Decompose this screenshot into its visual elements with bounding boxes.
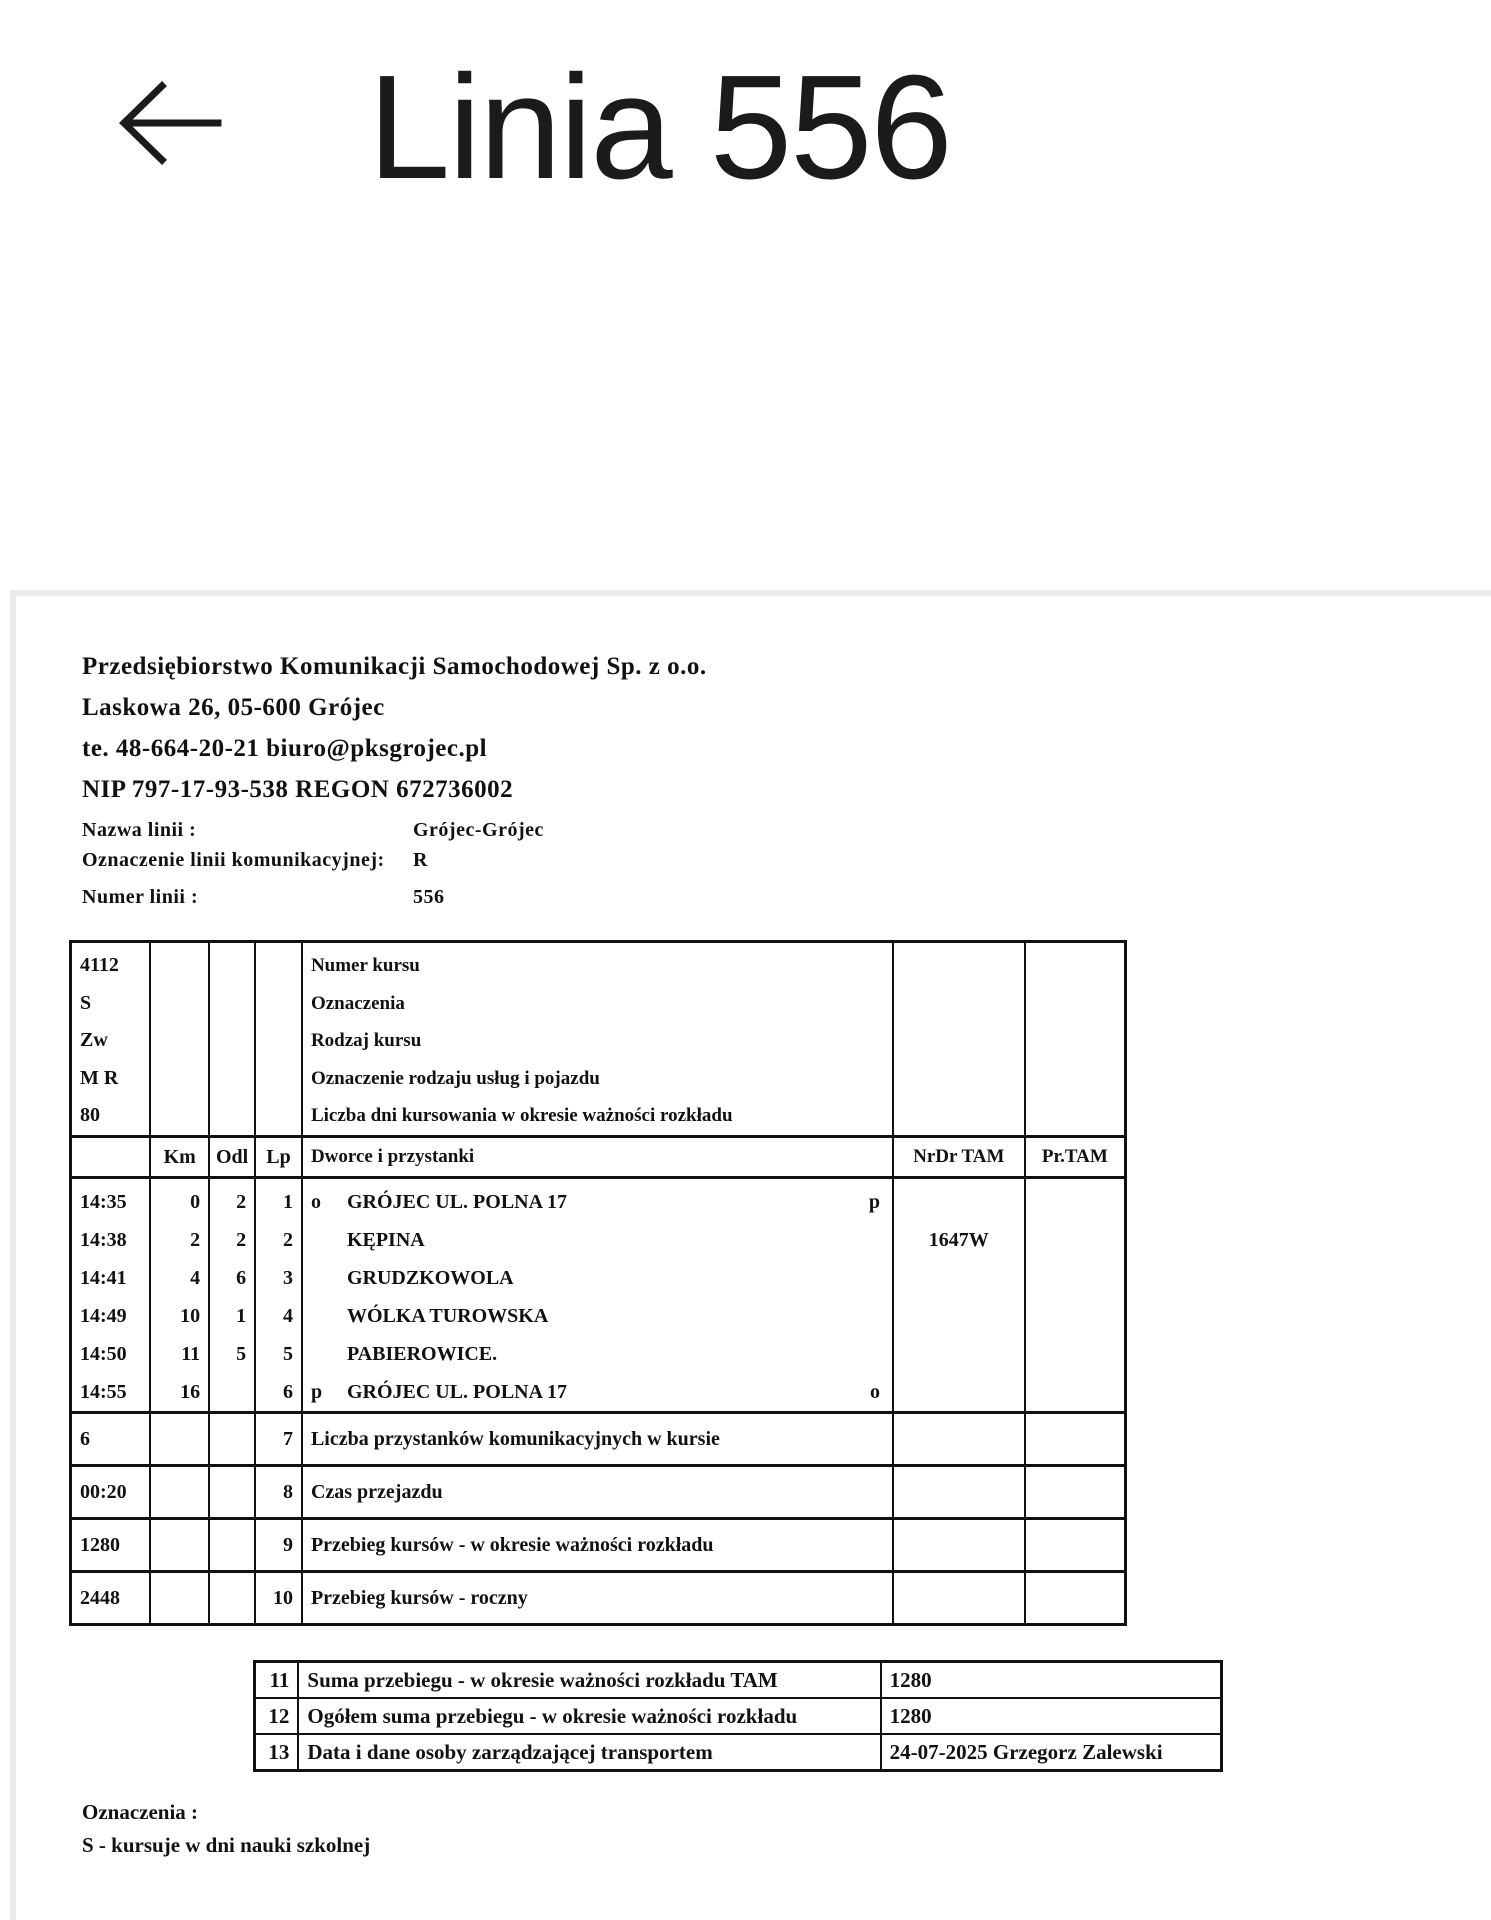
stop-odl: 2 — [236, 1228, 247, 1251]
stop-end-mark: o — [869, 1380, 880, 1403]
company-address: Laskowa 26, 05-600 Grójec — [82, 694, 385, 721]
stop-km: 4 — [190, 1266, 201, 1289]
stops-block — [71, 1177, 1126, 1412]
stop-name: GRÓJEC UL. POLNA 17 — [346, 1190, 567, 1213]
summary-row — [71, 1465, 1126, 1518]
totals-label: Ogółem suma przebiegu - w okresie ważności rozkładu — [298, 1698, 880, 1734]
info-label: Liczba dni kursowania w okresie ważności rozkładu — [310, 1105, 733, 1126]
summary-label: Liczba przystanków komunikacyjnych w kursie — [302, 1412, 893, 1465]
line-name-label: Nazwa linii : — [82, 819, 197, 841]
page-title: Linia 556 — [368, 45, 951, 210]
col-pr: Pr.TAM — [1025, 1136, 1126, 1177]
stop-lp: 3 — [282, 1266, 293, 1289]
line-code: R — [413, 849, 428, 871]
stop-row — [311, 1221, 884, 1259]
column-header-row — [71, 1136, 1126, 1177]
stop-lp: 4 — [282, 1304, 293, 1327]
stop-name: PABIEROWICE. — [346, 1342, 498, 1365]
stop-odl: 5 — [236, 1342, 247, 1365]
stop-time: 14:50 — [80, 1342, 127, 1365]
stop-km: 2 — [190, 1228, 201, 1251]
summary-row — [71, 1571, 1126, 1624]
stop-km: 0 — [190, 1190, 201, 1213]
service-marking: M R — [80, 1066, 119, 1089]
col-odl: Odl — [209, 1136, 255, 1177]
totals-value: 1280 — [881, 1662, 1222, 1699]
course-info-row — [71, 942, 1126, 1137]
totals-table — [253, 1660, 1223, 1772]
summary-lp: 8 — [255, 1465, 302, 1518]
summary-value: 6 — [71, 1412, 151, 1465]
stop-row — [311, 1297, 884, 1335]
stop-nrdr: 1647W — [893, 1177, 1025, 1412]
stop-time: 14:55 — [80, 1380, 127, 1403]
totals-label: Data i dane osoby zarządzającej transportem — [298, 1734, 880, 1771]
totals-lp: 13 — [255, 1734, 299, 1771]
stop-odl — [218, 1373, 246, 1411]
totals-value: 1280 — [881, 1698, 1222, 1734]
totals-row — [255, 1662, 1222, 1699]
summary-value: 2448 — [71, 1571, 151, 1624]
stop-mark: o — [310, 1190, 321, 1213]
summary-value: 1280 — [71, 1518, 151, 1571]
stop-km: 10 — [180, 1304, 201, 1327]
summary-lp: 7 — [255, 1412, 302, 1465]
stop-odl: 6 — [236, 1266, 247, 1289]
days-count: 80 — [80, 1104, 100, 1126]
stop-row — [311, 1183, 884, 1221]
line-number-label: Numer linii : — [82, 886, 199, 908]
stop-name: WÓLKA TUROWSKA — [346, 1304, 549, 1327]
stop-lp: 2 — [282, 1228, 293, 1251]
timetable — [69, 940, 1127, 1626]
stop-time: 14:49 — [80, 1304, 127, 1327]
stop-time: 14:38 — [80, 1228, 127, 1251]
stop-end-mark: p — [868, 1190, 880, 1213]
stop-name: KĘPINA — [346, 1228, 425, 1251]
app-bar — [0, 0, 1491, 298]
col-stops: Dworce i przystanki — [302, 1136, 893, 1177]
stop-row — [311, 1259, 884, 1297]
legend-item: S - kursuje w dni nauki szkolnej — [82, 1833, 371, 1857]
company-ids: NIP 797-17-93-538 REGON 672736002 — [82, 776, 514, 803]
legend-title: Oznaczenia : — [82, 1800, 199, 1824]
totals-label: Suma przebiegu - w okresie ważności rozkładu TAM — [298, 1662, 880, 1699]
stop-lp: 5 — [282, 1342, 293, 1365]
line-name: Grójec-Grójec — [413, 819, 544, 841]
back-arrow-icon[interactable] — [110, 78, 240, 168]
col-km: Km — [150, 1136, 209, 1177]
stop-name: GRÓJEC UL. POLNA 17 — [346, 1380, 567, 1403]
stop-mark: p — [310, 1380, 323, 1403]
stop-km: 16 — [180, 1380, 201, 1403]
company-contact: te. 48-664-20-21 biuro@pksgrojec.pl — [82, 735, 488, 762]
stop-time: 14:35 — [80, 1190, 127, 1213]
summary-label: Przebieg kursów - roczny — [302, 1571, 893, 1624]
stop-lp: 1 — [282, 1190, 293, 1213]
info-label: Rodzaj kursu — [310, 1030, 422, 1051]
summary-row — [71, 1518, 1126, 1571]
info-label: Numer kursu — [310, 955, 420, 976]
line-code-label: Oznaczenie linii komunikacyjnej: — [82, 849, 385, 871]
info-label: Oznaczenia — [310, 992, 405, 1014]
summary-lp: 10 — [255, 1571, 302, 1624]
totals-value: 24-07-2025 Grzegorz Zalewski — [881, 1734, 1222, 1771]
stop-name: GRUDZKOWOLA — [346, 1266, 514, 1289]
stop-odl: 1 — [236, 1304, 247, 1327]
totals-row — [255, 1698, 1222, 1734]
totals-row — [255, 1734, 1222, 1771]
course-marking: S — [80, 991, 92, 1014]
stop-row — [311, 1335, 884, 1373]
company-name: Przedsiębiorstwo Komunikacji Samochodowej Sp. z o.o. — [82, 653, 707, 680]
course-type: Zw — [80, 1029, 108, 1051]
stop-row — [311, 1373, 884, 1411]
summary-value: 00:20 — [71, 1465, 151, 1518]
stop-time: 14:41 — [80, 1266, 127, 1289]
totals-lp: 11 — [255, 1662, 299, 1699]
stop-lp: 6 — [282, 1380, 293, 1403]
summary-row — [71, 1412, 1126, 1465]
col-nrdr: NrDr TAM — [893, 1136, 1025, 1177]
line-number: 556 — [413, 886, 445, 908]
summary-label: Czas przejazdu — [302, 1465, 893, 1518]
summary-label: Przebieg kursów - w okresie ważności rozkładu — [302, 1518, 893, 1571]
col-lp: Lp — [255, 1136, 302, 1177]
course-number: 4112 — [80, 954, 119, 976]
stop-odl: 2 — [236, 1190, 247, 1213]
summary-lp: 9 — [255, 1518, 302, 1571]
info-label: Oznaczenie rodzaju usług i pojazdu — [310, 1067, 600, 1089]
totals-lp: 12 — [255, 1698, 299, 1734]
stop-km: 11 — [181, 1342, 201, 1365]
